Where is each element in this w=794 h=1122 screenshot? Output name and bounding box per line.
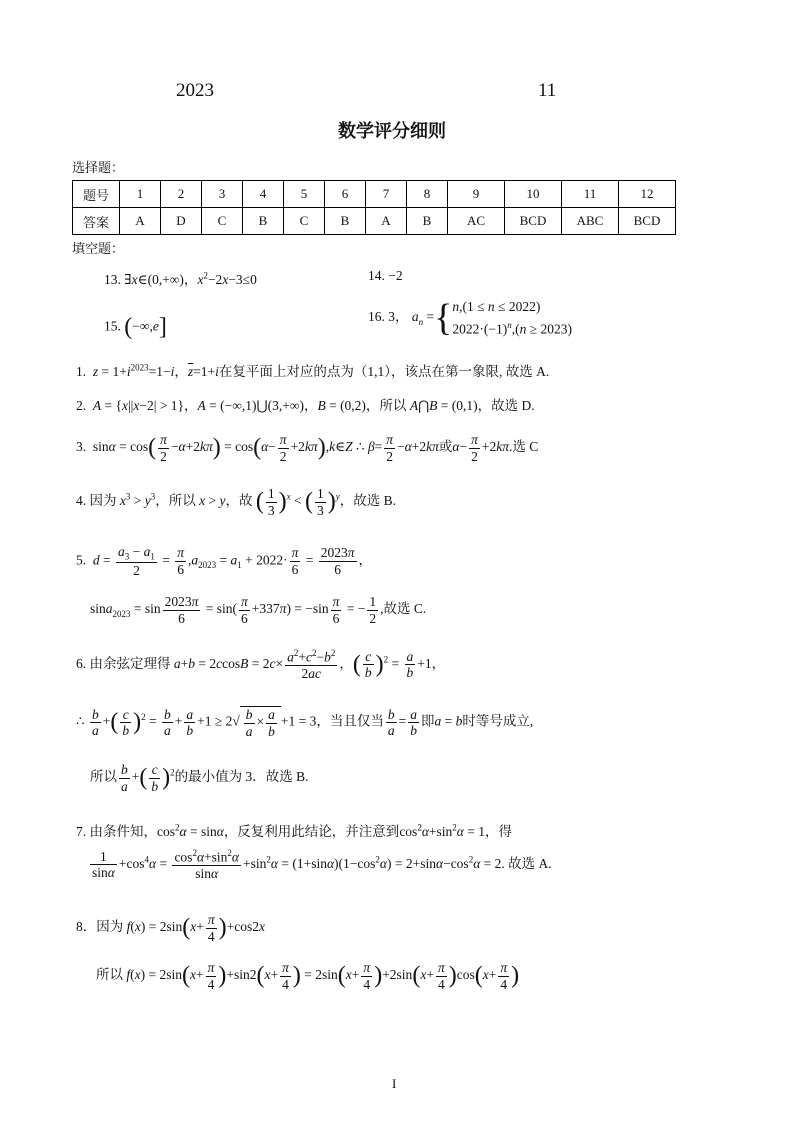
table-cell: 4 bbox=[243, 181, 284, 208]
solution-8-line1: 8．因为 f(x) = 2sin(x+ $\frac{\pi}{4}$ )+cos2x bbox=[76, 912, 266, 944]
solution-3: 3. sinα = cos( $\frac{\pi}{2}$ −α+2kπ) = cos(α− $\frac{\pi}{2}$ +2kπ),k∈Z ∴ β= $\frac{\pi}{2}$ −α+2kπ或α− $\frac{\pi}{2}$ +2kπ.选 C bbox=[76, 432, 539, 464]
table-cell: A bbox=[366, 208, 407, 235]
solution-8-line2: 所以 f(x) = 2sin(x+ $\frac{\pi}{4}$ )+sin2(x+ $\frac{\pi}{4}$ ) = 2sin(x+ $\frac{\pi}{4}$ )+2sin(x+ $\frac{\pi}{4}$ )cos(x+ $\frac{\pi}{4}$ ) bbox=[96, 960, 520, 992]
table-cell: ABC bbox=[562, 208, 619, 235]
table-cell: B bbox=[243, 208, 284, 235]
header-year: 2023 bbox=[176, 80, 214, 101]
table-cell: 12 bbox=[619, 181, 676, 208]
table-cell: 题号 bbox=[73, 181, 120, 208]
table-cell: B bbox=[325, 208, 366, 235]
table-cell: C bbox=[284, 208, 325, 235]
table-cell: 11 bbox=[562, 181, 619, 208]
table-cell: C bbox=[202, 208, 243, 235]
solution-5-line2: sina$_{2023}$ = sin $\frac{2023\pi}{6}$ = sin( $\frac{\pi}{6}$ +337π) = −sin $\frac{\pi}{6}$ = − $\frac{1}{2}$ ,故选 C. bbox=[90, 594, 427, 626]
table-cell: BCD bbox=[505, 208, 562, 235]
table-row bbox=[73, 208, 676, 235]
solution-6-line3: 所以 $\frac{b}{a}$ +( $\frac{c}{b}$ )$^2$的最小值为 3．故选 B. bbox=[90, 762, 309, 794]
solution-6-line2: ∴ $\frac{b}{a}$ +( $\frac{c}{b}$ )$^2$ = $\frac{b}{a}$ + $\frac{a}{b}$ +1 ≥ 2√ $\frac{b}{a}$ × $\frac{a}{b}$ +1 = 3，当且仅当 $\frac{b}{a}$ = $\frac{a}{b}$ 即a = b时等号成立, bbox=[76, 706, 534, 739]
header-month: 11 bbox=[538, 80, 557, 101]
solution-2: 2. A = {x||x−2| > 1}，A = (−∞,1)⋃(3,+∞)，B = (0,2)，所以 A⋂B = (0,1)，故选 D. bbox=[76, 398, 535, 413]
solution-7-line2: $\frac{1}{\sin\alpha}$ $+\cos^4\alpha$ = $\frac{\cos^2\alpha+\sin^2\alpha}{\sin\alpha}$ $+\sin^2\alpha = (1+\sin\alpha)(1-\cos^2\alpha) = 2+\sin\alpha-\cos^2\alpha = 2$. 故选 A. bbox=[92, 848, 552, 882]
table-cell: BCD bbox=[619, 208, 676, 235]
section-choice-label: 选择题： bbox=[72, 160, 125, 175]
table-cell: 7 bbox=[366, 181, 407, 208]
table-cell: D bbox=[161, 208, 202, 235]
table-cell: A bbox=[120, 208, 161, 235]
table-row bbox=[73, 181, 676, 208]
table-cell: AC bbox=[448, 208, 505, 235]
solution-6-line1: 6. 由余弦定理得 a+b = 2ccosB = 2c× $\frac{a^2+c^2-b^2}{2ac}$ ，( $\frac{c}{b}$ )$^2$ = $\frac{a}{b}$ +1， bbox=[76, 648, 446, 682]
table-cell: 9 bbox=[448, 181, 505, 208]
table-cell: 答案 bbox=[73, 208, 120, 235]
answer-table bbox=[72, 180, 676, 235]
solution-7-line1: 7. 由条件知，$\cos^2\alpha = \sin\alpha$，反复利用此结论，并注意到$\cos^2\alpha+\sin^2\alpha = 1$，得 bbox=[76, 822, 512, 839]
solution-5-line1: 5. d = $\frac{a_3 - a_1}{2}$ = $\frac{\pi}{6}$ $,a_{2023} = a_1 + 2022\cdot$ $\frac{\pi}{6}$ = $\frac{2023\pi}{6}$ ， bbox=[76, 544, 373, 579]
solution-4: 4. 因为 $x^3 > y^3$，所以 x > y，故 ( $\frac{1}{3}$ )$^x$ < ( $\frac{1}{3}$ )$^y$，故选 B. bbox=[76, 486, 397, 518]
answer-15: 15. (−∞,e] bbox=[104, 314, 167, 340]
table-cell: B bbox=[407, 208, 448, 235]
table-cell: 1 bbox=[120, 181, 161, 208]
page-number: I bbox=[392, 1076, 397, 1091]
answer-14: 14. −2 bbox=[368, 268, 403, 283]
answer-16: 16. 3， $a_n =\{n,(1 \le n \le 2022)$ $2022\cdot(-1)^n,(n \ge 2023)$ bbox=[368, 297, 573, 339]
solution-1: 1. $z = 1+i^{2023}=1-i$，$\overline{z}=1+i$在复平面上对应的点为（1,1），该点在第一象限, 故选 A. bbox=[76, 362, 550, 379]
answer-13: 13. ∃x∈(0,+∞)，$x^2-2x-3\le 0$ bbox=[104, 270, 257, 287]
table-cell: 6 bbox=[325, 181, 366, 208]
table-cell: 10 bbox=[505, 181, 562, 208]
table-cell: 2 bbox=[161, 181, 202, 208]
table-cell: 3 bbox=[202, 181, 243, 208]
section-fill-label: 填空题： bbox=[72, 241, 125, 256]
table-cell: 8 bbox=[407, 181, 448, 208]
page-title: 数学评分细则 bbox=[338, 121, 446, 142]
table-cell: 5 bbox=[284, 181, 325, 208]
